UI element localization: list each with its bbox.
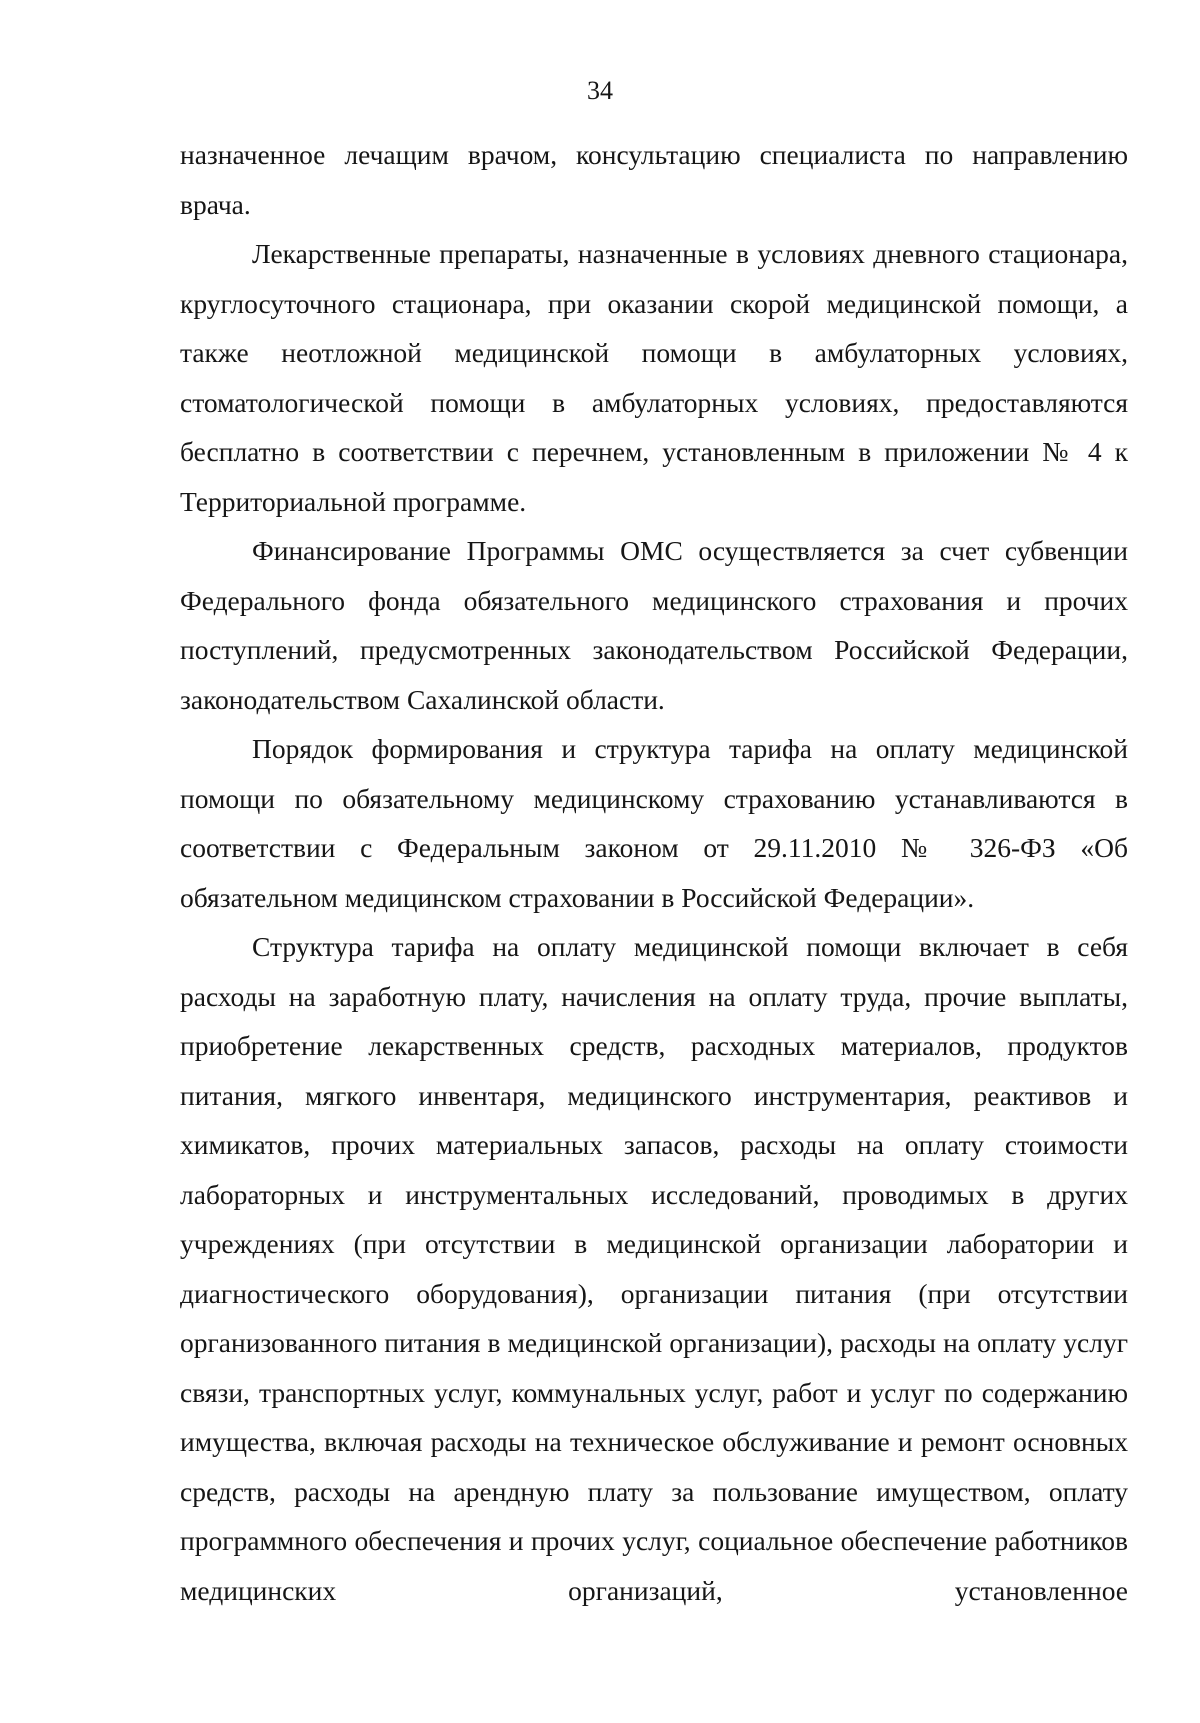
paragraph-tariff-order: Порядок формирования и структура тарифа на оплату медицинской помощи по обязательному медицинскому страхованию устанавливаются в соответствии с Федеральным законом от 29.11.2010 № 326-ФЗ «Об обязательном медицинском страховании в Российской Федерации». xyxy=(180,733,1128,913)
paragraph-medicines: Лекарственные препараты, назначенные в условиях дневного стационара, круглосуточного стационара, при оказании скорой медицинской помощи, а также неотложной медицинской помощи в амбулаторных условиях, стоматологической помощи в амбулаторных условиях, предоставляются бесплатно в соответствии с перечнем, установленным в приложении № 4 к Территориальной программе. xyxy=(180,238,1128,517)
paragraph-financing: Финансирование Программы ОМС осуществляется за счет субвенции Федерального фонда обязательного медицинского страхования и прочих поступлений, предусмотренных законодательством Российской Федерации, законодательством Сахалинской области. xyxy=(180,535,1128,715)
page-number: 34 xyxy=(587,76,613,105)
paragraph-tariff-structure: Структура тарифа на оплату медицинской помощи включает в себя расходы на заработную плату, начисления на оплату труда, прочие выплаты, приобретение лекарственных средств, расходных материалов, продуктов питания, мягкого инвентаря, медицинского инструментария, реактивов и химикатов, прочих материальных запасов, расходы на оплату стоимости лабораторных и инструментальных исследований, проводимых в других учреждениях (при отсутствии в медицинской организации лаборатории и диагностического оборудования), организации питания (при отсутствии организованного питания в медицинской организации), расходы на оплату услуг связи, транспортных услуг, коммунальных услуг, работ и услуг по содержанию имущества, включая расходы на техническое обслуживание и ремонт основных средств, расходы на арендную плату за пользование имуществом, оплату программного обеспечения и прочих услуг, социальное обеспечение работников медицинских организаций, установленное xyxy=(180,931,1128,1606)
document-body xyxy=(180,130,1128,1615)
paragraph-continuation: назначенное лечащим врачом, консультацию специалиста по направлению врача. xyxy=(180,139,1128,220)
